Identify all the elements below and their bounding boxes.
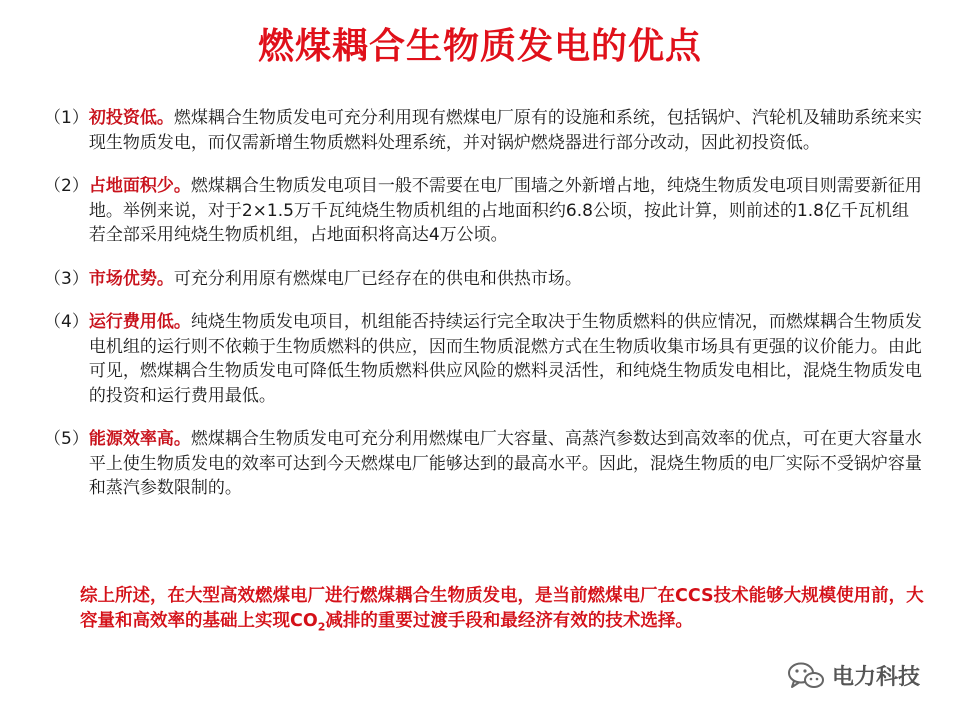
watermark	[786, 660, 920, 691]
item-text	[89, 427, 924, 501]
item-number: （2）	[44, 176, 89, 196]
item-body: 燃煤耦合生物质发电可充分利用现有燃煤电厂原有的设施和系统，包括锅炉、汽轮机及辅助系统来实现生物质发电，而仅需新增生物质燃料处理系统，并对锅炉燃烧器进行部分改动，因此初投资低。	[88, 108, 922, 153]
item-heading: 能源效率高。	[88, 429, 191, 449]
item-heading: 占地面积少。	[88, 176, 191, 196]
wechat-icon	[786, 661, 826, 691]
item-body: 燃煤耦合生物质发电项目一般不需要在电厂围墙之外新增占地，纯烧生物质发电项目则需要新征用地。举例来说，对于2×1.5万千瓦纯烧生物质机组的占地面积约6.8公顷，按此计算，则前述的1.8亿千瓦机组若全部采用纯烧生物质机组，占地面积将高达4万公顷。	[88, 176, 922, 245]
watermark-text: 电力科技	[832, 665, 921, 690]
summary-subscript: 2	[317, 620, 326, 634]
item-text	[89, 106, 924, 155]
list-item	[44, 174, 924, 248]
advantages-list	[44, 106, 924, 520]
list-item	[44, 427, 924, 501]
summary-text-part1: 综上所述，在大型高效燃煤电厂进行燃煤耦合生物质发电，是当前燃煤电厂在CCS技术能够大规模使用前，大容量和高效率的基础上实现CO	[80, 586, 924, 631]
item-body: 可充分利用原有燃煤电厂已经存在的供电和供热市场。	[173, 268, 582, 289]
item-body: 燃煤耦合生物质发电可充分利用燃煤电厂大容量、高蒸汽参数达到高效率的优点，可在更大容量水平上使生物质发电的效率可达到今天燃煤电厂能够达到的最高水平。因此，混烧生物质的电厂实际不受锅炉容量和蒸汽参数限制的。	[88, 429, 922, 498]
item-heading: 运行费用低。	[88, 312, 191, 332]
item-number: （3）	[44, 268, 89, 289]
item-heading: 初投资低。	[88, 108, 174, 128]
item-number: （1）	[44, 108, 89, 128]
list-item	[44, 106, 924, 155]
item-number: （5）	[44, 429, 89, 449]
item-text	[89, 174, 924, 248]
item-body: 纯烧生物质发电项目，机组能否持续运行完全取决于生物质燃料的供应情况，而燃煤耦合生物质发电机组的运行则不依赖于生物质燃料的供应，因而生物质混燃方式在生物质收集市场具有更强的议价能力。由此可见，燃煤耦合生物质发电可降低生物质燃料供应风险的燃料灵活性，和纯烧生物质发电相比，混烧生物质发电的投资和运行费用最低。	[88, 312, 922, 406]
item-text	[89, 267, 924, 292]
list-item	[44, 310, 924, 408]
list-item	[44, 267, 924, 292]
summary-text-part2: 减排的重要过渡手段和最经济有效的技术选择。	[325, 611, 693, 631]
item-heading: 市场优势。	[88, 268, 174, 289]
summary-paragraph	[80, 584, 930, 634]
item-text	[89, 310, 924, 408]
page-title: 燃煤耦合生物质发电的优点	[257, 26, 702, 67]
item-number: （4）	[44, 312, 89, 332]
